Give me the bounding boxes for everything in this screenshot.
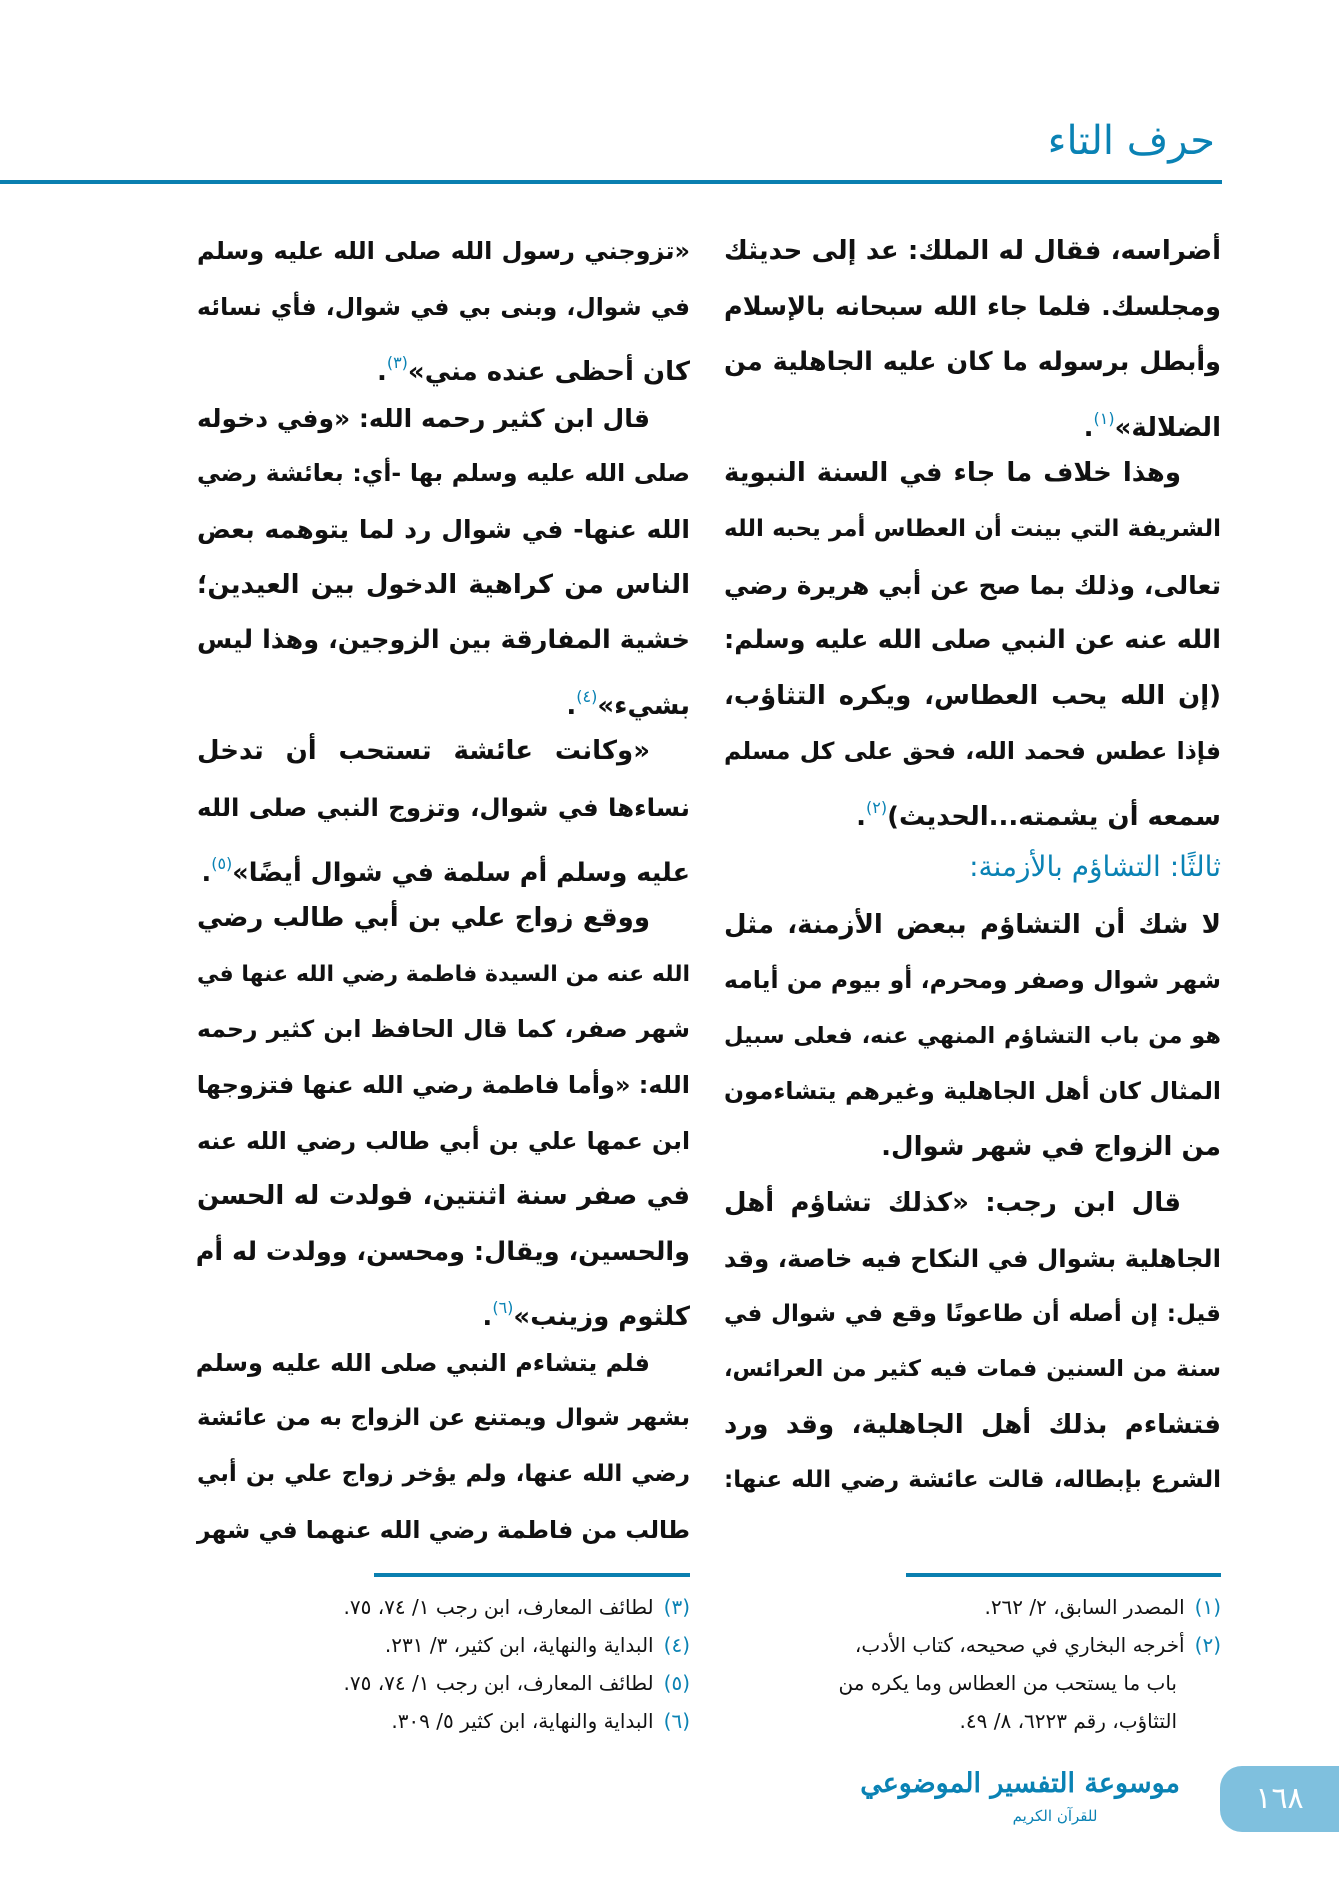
- line-text: تعالى، وذلك بما صح عن أبي هريرة رضي: [724, 570, 1221, 600]
- text-line: [197, 1225, 690, 1281]
- header-divider: [0, 180, 1222, 184]
- text-line: [724, 335, 1221, 391]
- text-line: [724, 280, 1221, 336]
- text-line: [724, 1398, 1221, 1454]
- footnote-text: التثاؤب، رقم ٦٢٢٣، ٨/ ٤٩.: [959, 1709, 1177, 1733]
- chapter-title: حرف التاء: [1047, 118, 1215, 164]
- line-text: هو من باب التشاؤم المنهي عنه، فعلى سبيل: [724, 1022, 1221, 1049]
- line-text: ووقع زواج علي بن أبي طالب رضي: [197, 903, 650, 934]
- line-text: «تزوجني رسول الله صلى الله عليه وسلم: [197, 237, 690, 265]
- line-text: رضي الله عنها، ولم يؤخر زواج علي بن أبي: [197, 1461, 690, 1488]
- text-line: [197, 947, 690, 1003]
- footnote-text: لطائف المعارف، ابن رجب ١/ ٧٤، ٧٥.: [343, 1595, 654, 1619]
- text-line: [724, 1120, 1221, 1176]
- footnote-divider-left: [374, 1573, 690, 1577]
- text-line: [724, 1176, 1221, 1232]
- footnote-text: البداية والنهاية، ابن كثير ٥/ ٣٠٩.: [391, 1709, 654, 1733]
- text-line: [197, 224, 690, 280]
- text-line: [724, 1287, 1221, 1343]
- text-line: [197, 335, 690, 391]
- line-text: (إن الله يحب العطاس، ويكره التثاؤب،: [724, 680, 1221, 711]
- footnote-number: (٤): [663, 1633, 690, 1657]
- footnote-line: [724, 1588, 1221, 1626]
- line-tail: .: [482, 1302, 493, 1333]
- line-text: الله عنه من السيدة فاطمة رضي الله عنها في: [197, 961, 690, 987]
- line-text: «وكانت عائشة تستحب أن تدخل: [197, 736, 650, 767]
- text-line: [197, 391, 690, 447]
- footnote-ref[interactable]: (٢): [865, 797, 888, 817]
- logo-subtitle: للقرآن الكريم: [1012, 1807, 1098, 1825]
- footnote-divider-right: [906, 1573, 1221, 1577]
- text-line: [197, 1114, 690, 1170]
- line-text: قال ابن كثير رحمه الله: «وفي دخوله: [197, 403, 650, 433]
- footnote-text: أخرجه البخاري في صحيحه، كتاب الأدب،: [854, 1633, 1185, 1657]
- line-text: ومجلسك. فلما جاء الله سبحانه بالإسلام: [724, 291, 1221, 322]
- line-text: بشيء»: [597, 690, 690, 721]
- footnotes-right: [724, 1588, 1221, 1740]
- text-line: [197, 1002, 690, 1058]
- line-text: المثال كان أهل الجاهلية وغيرهم يتشاءمون: [724, 1077, 1221, 1106]
- text-line: [197, 1503, 690, 1559]
- footnote-number: (٥): [663, 1671, 690, 1695]
- text-line: [197, 1169, 690, 1225]
- footnote-ref[interactable]: (٤): [576, 686, 598, 706]
- footnote-line: [724, 1664, 1221, 1702]
- footnote-text: البداية والنهاية، ابن كثير، ٣/ ٢٣١.: [384, 1633, 654, 1657]
- line-text: بشهر شوال ويمتنع عن الزواج به من عائشة: [197, 1405, 690, 1432]
- footnote-line: [197, 1626, 690, 1664]
- line-text: نساءها في شوال، وتزوج النبي صلى الله: [197, 792, 690, 822]
- line-text: ثالثًا: التشاؤم بالأزمنة:: [969, 849, 1221, 883]
- text-line: [724, 502, 1221, 558]
- section-heading: [724, 836, 1221, 898]
- line-text: خشية المفارقة بين الزوجين، وهذا ليس: [197, 625, 690, 656]
- text-line: [724, 558, 1221, 614]
- line-text: الجاهلية بشوال في النكاح فيه خاصة، وقد: [723, 1244, 1221, 1274]
- left-text-column: [197, 224, 690, 1558]
- line-text: سمعه أن يشمته...الحديث): [887, 801, 1221, 832]
- line-text: في شوال، وبنى بي في شوال، فأي نسائه: [197, 292, 690, 321]
- line-text: شهر شوال وصفر ومحرم، أو بيوم من أيامه: [724, 966, 1221, 995]
- text-line: [197, 836, 690, 892]
- footnote-line: [197, 1588, 690, 1626]
- footnote-number: (٦): [663, 1709, 690, 1733]
- footnote-line: [197, 1664, 690, 1702]
- text-line: [197, 1391, 690, 1447]
- text-line: [724, 669, 1221, 725]
- text-line: [197, 558, 690, 614]
- footnote-line: [724, 1626, 1221, 1664]
- text-line: [724, 780, 1221, 836]
- footnote-ref[interactable]: (١): [1093, 408, 1115, 428]
- footnote-line: [724, 1702, 1221, 1740]
- line-text: الشريفة التي بينت أن العطاس أمر يحبه الله: [724, 515, 1221, 542]
- footnote-number: (٣): [663, 1595, 690, 1619]
- text-line: [724, 898, 1221, 954]
- line-text: الله عنه عن النبي صلى الله عليه وسلم:: [724, 625, 1221, 656]
- line-text: طالب من فاطمة رضي الله عنهما في شهر: [197, 1515, 690, 1544]
- text-line: [197, 1336, 690, 1392]
- line-text: الناس من كراهية الدخول بين العيدين؛: [197, 569, 690, 600]
- line-tail: .: [201, 857, 212, 888]
- text-line: [724, 224, 1221, 280]
- line-text: في صفر سنة اثنتين، فولدت له الحسن: [197, 1181, 690, 1212]
- line-text: فتشاءم بذلك أهل الجاهلية، وقد ورد: [724, 1409, 1221, 1440]
- right-text-column: [724, 224, 1221, 1509]
- line-tail: .: [856, 801, 866, 832]
- text-line: [724, 446, 1221, 502]
- footnotes-left: [197, 1588, 690, 1740]
- text-line: [724, 1009, 1221, 1065]
- line-text: كلثوم وزينب»: [513, 1302, 690, 1333]
- line-tail: .: [1083, 412, 1094, 443]
- text-line: [724, 613, 1221, 669]
- line-text: فإذا عطس فحمد الله، فحق على كل مسلم: [724, 737, 1221, 766]
- line-text: ابن عمها علي بن أبي طالب رضي الله عنه: [197, 1126, 690, 1155]
- text-line: [197, 446, 690, 502]
- text-line: [197, 613, 690, 669]
- line-text: الله: «وأما فاطمة رضي الله عنها فتزوجها: [196, 1070, 690, 1099]
- text-line: [197, 1447, 690, 1503]
- footnote-text: باب ما يستحب من العطاس وما يكره من: [838, 1671, 1177, 1695]
- line-text: قيل: إن أصله أن طاعونًا وقع في شوال في: [724, 1300, 1221, 1327]
- text-line: [197, 280, 690, 336]
- footnote-ref[interactable]: (٥): [211, 853, 233, 873]
- line-text: من الزواج في شهر شوال.: [881, 1131, 1221, 1162]
- footnote-text: المصدر السابق، ٢/ ٢٦٢.: [984, 1595, 1185, 1619]
- line-text: وأبطل برسوله ما كان عليه الجاهلية من: [724, 347, 1221, 378]
- line-tail: .: [376, 357, 387, 388]
- text-line: [197, 502, 690, 558]
- text-line: [197, 1058, 690, 1114]
- line-text: سنة من السنين فمات فيه كثير من العرائس،: [724, 1356, 1221, 1383]
- line-text: شهر صفر، كما قال الحافظ ابن كثير رحمه: [197, 1015, 690, 1044]
- text-line: [724, 724, 1221, 780]
- line-text: الله عنها- في شوال رد لما يتوهمه بعض: [197, 514, 690, 544]
- encyclopedia-logo: [860, 1762, 1180, 1842]
- line-text: كان أحظى عنده مني»: [407, 357, 690, 388]
- line-text: فلم يتشاءم النبي صلى الله عليه وسلم: [195, 1348, 650, 1377]
- text-line: [724, 953, 1221, 1009]
- logo-title: موسوعة التفسير الموضوعي: [860, 1768, 1180, 1799]
- text-line: [724, 1342, 1221, 1398]
- footnote-ref[interactable]: (٦): [492, 1298, 514, 1318]
- line-text: الضلالة»: [1114, 412, 1221, 443]
- line-text: صلى الله عليه وسلم بها -أي: بعائشة رضي: [197, 459, 690, 488]
- line-text: الشرع بإبطاله، قالت عائشة رضي الله عنها:: [724, 1467, 1221, 1494]
- line-tail: .: [566, 690, 577, 721]
- line-text: لا شك أن التشاؤم ببعض الأزمنة، مثل: [724, 909, 1221, 940]
- text-line: [197, 724, 690, 780]
- text-line: [724, 1231, 1221, 1287]
- line-text: والحسين، ويقال: ومحسن، وولدت له أم: [195, 1236, 690, 1267]
- footnote-line: [197, 1702, 690, 1740]
- line-text: وهذا خلاف ما جاء في السنة النبوية: [724, 458, 1181, 489]
- page-number: ١٦٨: [1220, 1766, 1339, 1832]
- line-text: عليه وسلم أم سلمة في شوال أيضًا»: [232, 857, 690, 888]
- line-text: أضراسه، فقال له الملك: عد إلى حديثك: [724, 236, 1221, 266]
- text-line: [197, 669, 690, 725]
- footnote-ref[interactable]: (٣): [386, 353, 408, 373]
- text-line: [724, 391, 1221, 447]
- line-text: قال ابن رجب: «كذلك تشاؤم أهل: [724, 1187, 1181, 1218]
- text-line: [724, 1453, 1221, 1509]
- text-line: [724, 1064, 1221, 1120]
- footnote-number: (٢): [1194, 1633, 1221, 1657]
- text-line: [197, 780, 690, 836]
- text-line: [197, 1280, 690, 1336]
- text-line: [197, 891, 690, 947]
- footnote-number: (١): [1194, 1595, 1221, 1619]
- footnote-text: لطائف المعارف، ابن رجب ١/ ٧٤، ٧٥.: [343, 1671, 654, 1695]
